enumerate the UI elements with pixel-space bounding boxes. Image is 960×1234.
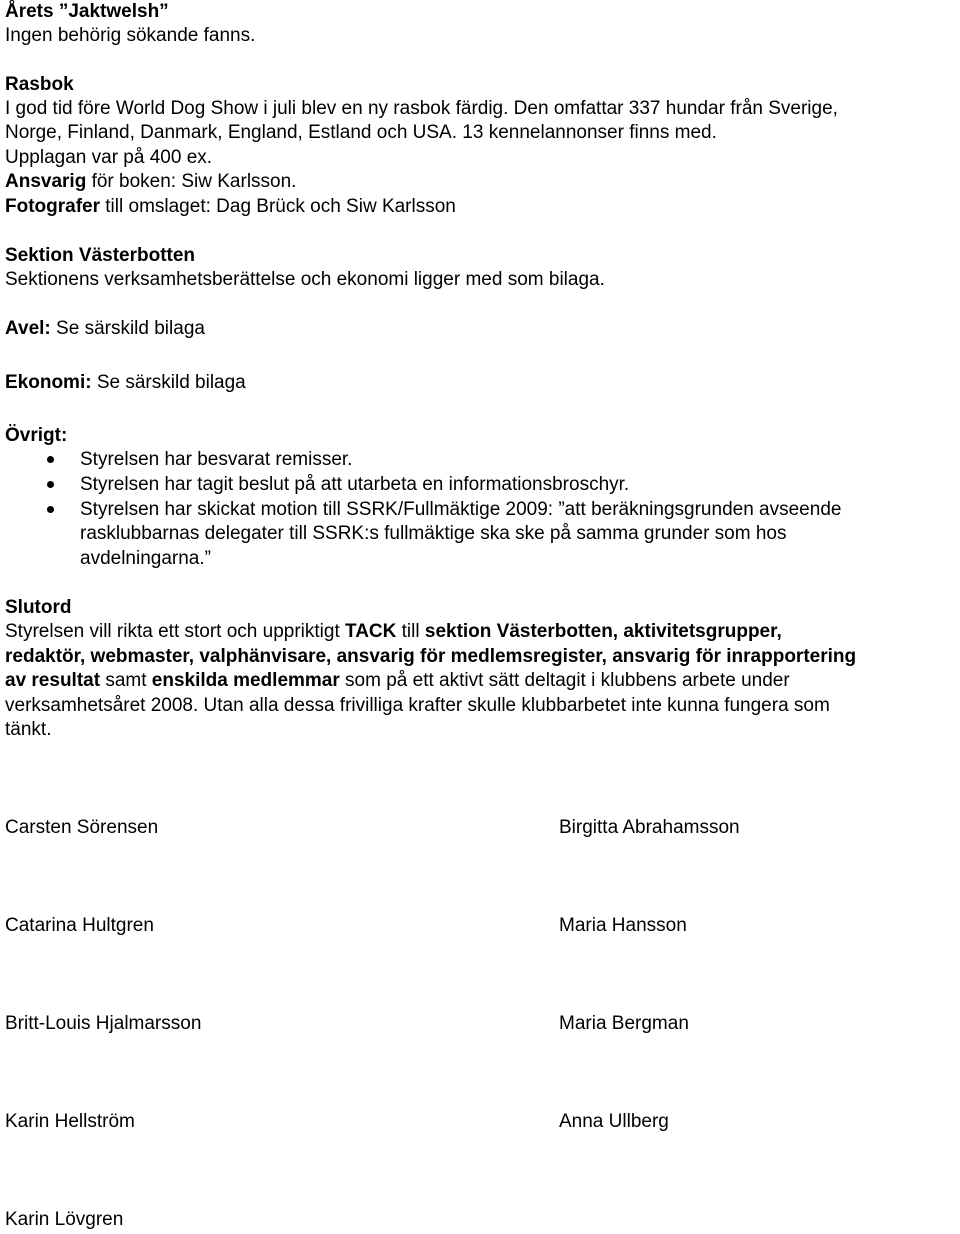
avel-text: Se särskild bilaga — [50, 318, 205, 339]
sektion-text: Sektionens verksamhetsberättelse och ekonomi ligger med som bilaga. — [5, 269, 605, 290]
slutord-heading: Slutord — [5, 597, 72, 618]
slutord-text: som på ett aktivt sätt deltagit i klubbens arbete under — [339, 670, 790, 691]
slutord-recipients: av resultat — [5, 670, 101, 691]
bullet-icon — [47, 506, 54, 513]
avel-line — [5, 317, 205, 342]
signature-name: Karin Lövgren — [5, 1209, 124, 1230]
signature-name: Maria Hansson — [559, 915, 687, 936]
slutord-line-4: verksamhetsåret 2008. Utan alla dessa frivilliga krafter skulle klubbarbetet inte kunna fungera som — [5, 695, 830, 716]
rasbok-fotografer — [5, 195, 456, 220]
jaktwelsh-text: Ingen behörig sökande fanns. — [5, 25, 256, 46]
fotografer-label: Fotografer — [5, 196, 100, 217]
signature-name: Karin Hellström — [5, 1111, 135, 1132]
ekonomi-line — [5, 371, 246, 396]
signature-name: Carsten Sörensen — [5, 817, 159, 838]
list-item: Styrelsen har skickat motion till SSRK/Fullmäktige 2009: ”att beräkningsgrunden avseende — [80, 499, 842, 520]
slutord-recipients: sektion Västerbotten, aktivitetsgrupper, — [424, 621, 782, 642]
ansvarig-text: för boken: Siw Karlsson. — [86, 171, 297, 192]
signature-name: Britt-Louis Hjalmarsson — [5, 1013, 202, 1034]
slutord-line-5: tänkt. — [5, 719, 52, 740]
list-item: Styrelsen har besvarat remisser. — [80, 449, 353, 470]
fotografer-text: till omslaget: Dag Brück och Siw Karlsson — [100, 196, 456, 217]
signature-name: Maria Bergman — [559, 1013, 689, 1034]
slutord-text: samt — [100, 670, 152, 691]
sektion-heading: Sektion Västerbotten — [5, 245, 196, 266]
rasbok-line-3: Upplagan var på 400 ex. — [5, 147, 213, 168]
signature-name: Anna Ullberg — [559, 1111, 669, 1132]
list-item: Styrelsen har tagit beslut på att utarbeta en informationsbroschyr. — [80, 474, 630, 495]
ekonomi-text: Se särskild bilaga — [91, 372, 246, 393]
rasbok-line-2: Norge, Finland, Danmark, England, Estland och USA. 13 kennelannonser finns med. — [5, 122, 717, 143]
slutord-text: Styrelsen vill rikta ett stort och uppriktigt — [5, 621, 346, 642]
signature-name: Birgitta Abrahamsson — [559, 817, 740, 838]
bullet-icon — [47, 481, 54, 488]
list-item-continuation: rasklubbarnas delegater till SSRK:s fullmäktige ska ske på samma grunder som hos — [80, 523, 787, 544]
slutord-line-3 — [5, 669, 790, 694]
slutord-text: till — [396, 621, 425, 642]
rasbok-heading: Rasbok — [5, 74, 74, 95]
ansvarig-label: Ansvarig — [5, 171, 87, 192]
slutord-tack: TACK — [345, 621, 397, 642]
rasbok-line-1: I god tid före World Dog Show i juli blev en ny rasbok färdig. Den omfattar 337 hundar från Sverige, — [5, 98, 838, 119]
jaktwelsh-heading: Årets ”Jaktwelsh” — [5, 1, 169, 22]
slutord-recipients: enskilda medlemmar — [151, 670, 340, 691]
ovrigt-heading: Övrigt: — [5, 425, 68, 446]
bullet-icon — [47, 456, 54, 463]
signature-name: Catarina Hultgren — [5, 915, 154, 936]
slutord-line-2: redaktör, webmaster, valphänvisare, ansvarig för medlemsregister, ansvarig för inrapportering — [5, 646, 857, 667]
rasbok-ansvarig — [5, 170, 296, 195]
list-item-continuation: avdelningarna.” — [80, 548, 211, 569]
slutord-line-1 — [5, 620, 782, 645]
ekonomi-label: Ekonomi: — [5, 372, 92, 393]
avel-label: Avel: — [5, 318, 51, 339]
